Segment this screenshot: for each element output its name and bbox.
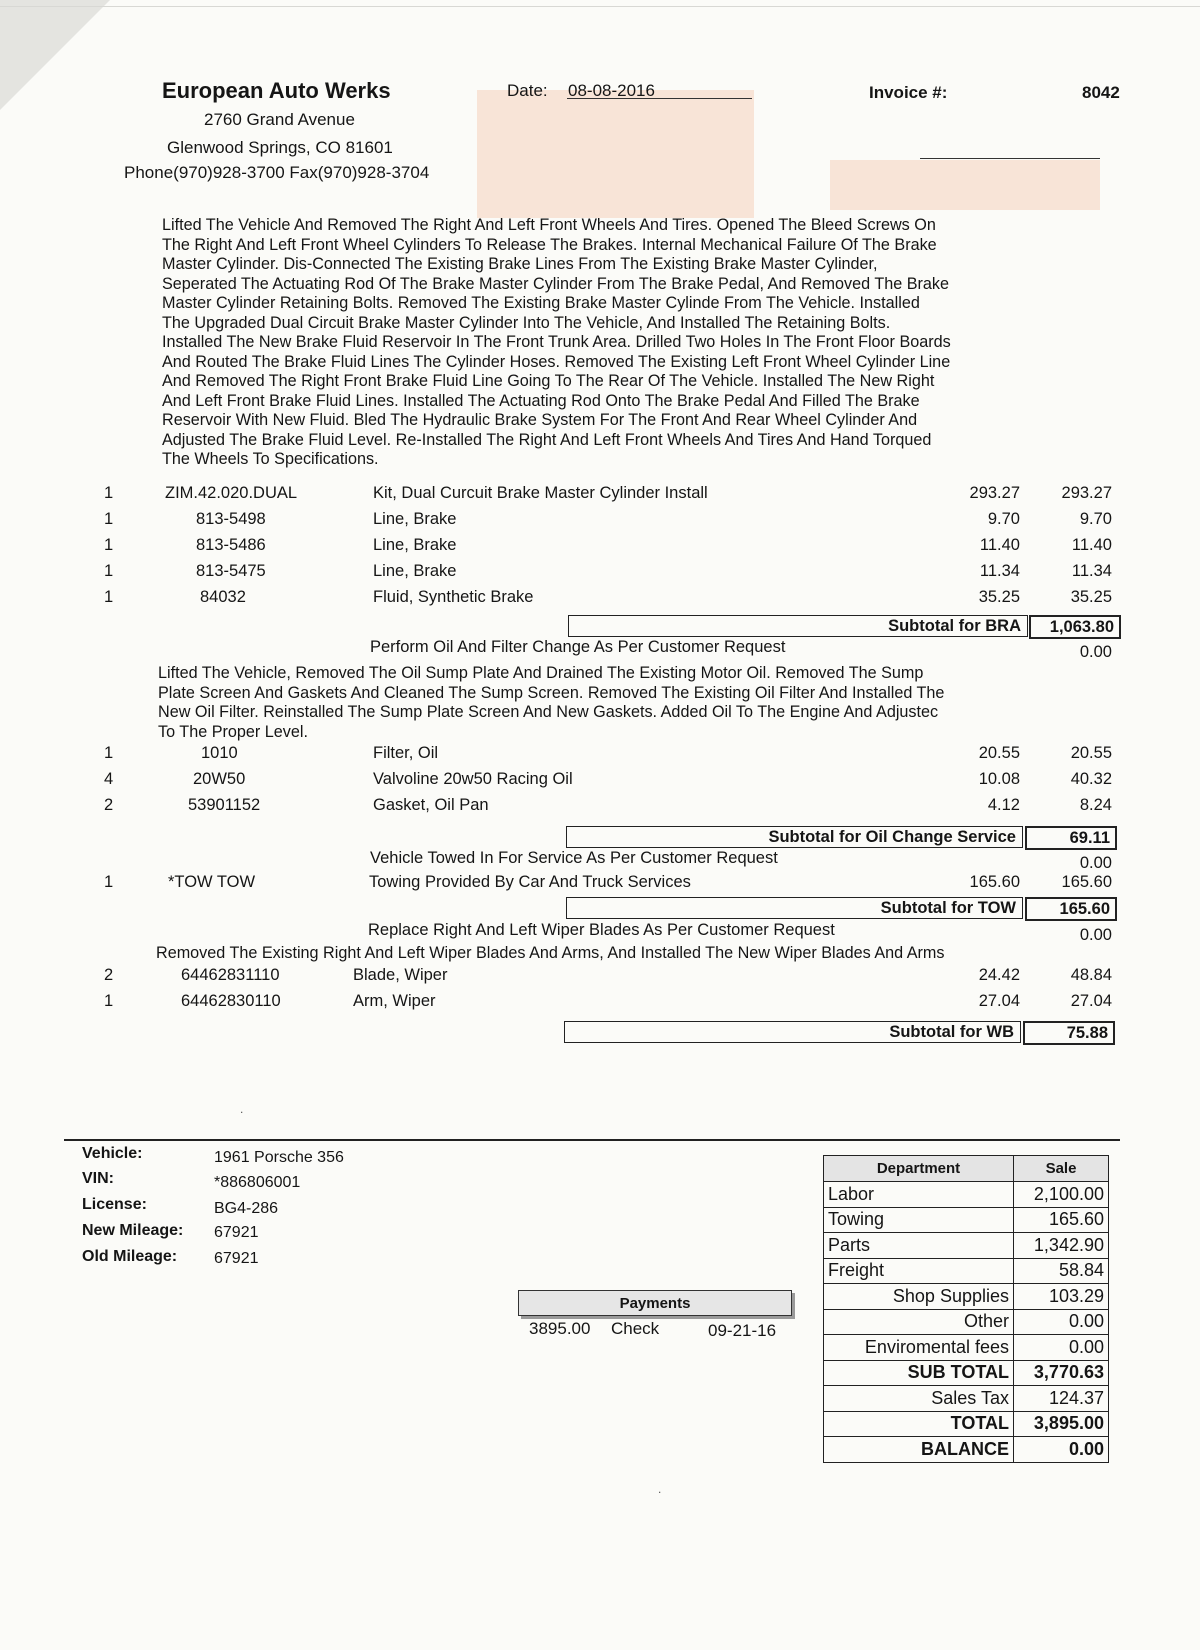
subtotal-label: Subtotal for Oil Change Service: [566, 826, 1023, 848]
item-unit-price: 11.34: [979, 562, 1020, 580]
summary-value: 1,342.90: [1014, 1233, 1109, 1259]
summary-value: 103.29: [1014, 1284, 1109, 1310]
invoice-number: 8042: [1082, 83, 1120, 102]
paper-stain: [477, 90, 754, 218]
item-unit-price: 27.04: [978, 992, 1020, 1010]
line-item: [0, 484, 1200, 509]
item-part-number: 64462830110: [181, 992, 281, 1010]
line-item: [0, 796, 1200, 821]
company-phone-fax: Phone(970)928-3700 Fax(970)928-3704: [124, 163, 430, 182]
item-description: Blade, Wiper: [353, 966, 448, 984]
item-unit-price: 10.08: [978, 770, 1020, 788]
subtotal-label: Subtotal for TOW: [566, 897, 1023, 919]
oil-service-request-amount: 0.00: [1079, 643, 1112, 661]
license-label: License:: [82, 1196, 147, 1213]
item-qty: 2: [104, 796, 114, 814]
summary-row-freight: [824, 1258, 1109, 1284]
subtotal-label: Subtotal for BRA: [568, 615, 1028, 637]
page-edge-line: [0, 6, 1200, 7]
line-item: [0, 744, 1200, 769]
item-description: Line, Brake: [373, 536, 457, 554]
item-description: Line, Brake: [373, 510, 457, 528]
item-qty: 1: [104, 744, 114, 762]
summary-row-sub-total: [824, 1360, 1109, 1386]
summary-value: 124.37: [1014, 1386, 1109, 1412]
item-part-number: 64462831110: [181, 966, 280, 984]
bra-work-description: Lifted The Vehicle And Removed The Right And Left Front Wheels And Tires. Opened The Bleed Screws On The Right And Left Front Wheel Cylinders To Release The Brakes. Internal Mechanical Failure Of The Brake Master Cylinder. Dis-Connected The Existing Brake Lines From The Existing Brake Master Cylinder, Seperated The Actuating Rod Of The Brake Master Cylinder From The Brake Pedal, And Removed The Brake Master Cylinder Retaining Bolts. Removed The Existing Brake Master Cylinde From The Vehicle. Installed The Upgraded Dual Circuit Brake Master Cylinder Into The Vehicle, And Installed The Retaining Bolts. Installed The New Brake Fluid Reservoir In The Front Trunk Area. Drilled Two Holes In The Front Floor Boards And Routed The Brake Fluid Lines The Cylinder Hoses. Removed The Existing Left Front Wheel Cylinder Line And Removed The Right Front Brake Fluid Line Going To The Rear Of The Vehicle. Installed The New Right And Left Front Brake Fluid Lines. Installed The Actuating Rod Onto The Brake Pedal And Filled The Brake Reservoir With New Fluid. Bled The Hydraulic Brake System For The Front And Rear Wheel Cylinder And Adjusted The Brake Fluid Level. Re-Installed The Right And Left Front Wheels And Tires And Hand Torqued The Wheels To Specifications.: [162, 216, 951, 468]
item-qty: 1: [104, 484, 114, 502]
invoice-label: Invoice #:: [869, 83, 948, 102]
summary-label: BALANCE: [824, 1437, 1014, 1463]
item-description: Kit, Dual Curcuit Brake Master Cylinder Install: [373, 484, 708, 502]
subtotal-label: Subtotal for WB: [564, 1021, 1021, 1043]
item-description: Valvoline 20w50 Racing Oil: [373, 770, 573, 788]
item-qty: 4: [104, 770, 114, 788]
line-item: [0, 510, 1200, 535]
summary-value: 0.00: [1014, 1335, 1109, 1361]
line-item: [0, 536, 1200, 561]
department-header: Department: [824, 1156, 1014, 1182]
item-qty: 1: [104, 588, 114, 606]
item-description: Line, Brake: [373, 562, 457, 580]
vehicle-label: Vehicle:: [82, 1145, 143, 1162]
header-rule: [920, 158, 1100, 159]
summary-header-row: [824, 1156, 1109, 1182]
summary-row-towing: [824, 1207, 1109, 1233]
summary-value: 3,770.63: [1014, 1360, 1109, 1386]
line-item: [0, 966, 1200, 991]
summary-row-other: [824, 1309, 1109, 1335]
summary-value: 0.00: [1014, 1309, 1109, 1335]
item-unit-price: 4.12: [987, 796, 1020, 814]
item-unit-price: 293.27: [969, 484, 1020, 502]
summary-row-shop-supplies: [824, 1284, 1109, 1310]
summary-label: Labor: [824, 1182, 1014, 1208]
item-description: Towing Provided By Car And Truck Services: [369, 873, 691, 891]
item-extended-price: 40.32: [1070, 770, 1112, 788]
date-value: 08-08-2016: [568, 81, 655, 100]
item-qty: 2: [104, 966, 114, 984]
payment-method: Check: [611, 1319, 660, 1338]
summary-row-total: [824, 1411, 1109, 1437]
summary-value: 2,100.00: [1014, 1182, 1109, 1208]
summary-label: Sales Tax: [824, 1386, 1014, 1412]
item-extended-price: 48.84: [1070, 966, 1112, 984]
date-label: Date:: [507, 81, 548, 100]
summary-row-environmental-fees: [824, 1335, 1109, 1361]
line-item: [0, 562, 1200, 587]
item-part-number: *TOW TOW: [168, 873, 256, 891]
tow-service-request-amount: 0.00: [1079, 854, 1112, 872]
old-mileage-value: 67921: [214, 1250, 259, 1267]
payment-amount: 3895.00: [529, 1319, 591, 1338]
summary-label: SUB TOTAL: [824, 1360, 1014, 1386]
payments-header: Payments: [518, 1290, 792, 1316]
item-extended-price: 35.25: [1070, 588, 1112, 606]
summary-row-labor: [824, 1182, 1109, 1208]
summary-label: Enviromental fees: [824, 1335, 1014, 1361]
summary-row-parts: [824, 1233, 1109, 1259]
item-extended-price: 9.70: [1079, 510, 1112, 528]
old-mileage-label: Old Mileage:: [82, 1248, 178, 1265]
item-part-number: 84032: [200, 588, 246, 606]
department-summary-table: [823, 1155, 1109, 1463]
line-item: [0, 873, 1200, 898]
item-qty: 1: [104, 992, 114, 1010]
subtotal-amount: 69.11: [1025, 826, 1117, 850]
vehicle-value: 1961 Porsche 356: [214, 1149, 344, 1166]
vin-value: *886806001: [214, 1174, 301, 1191]
summary-label: Shop Supplies: [824, 1284, 1014, 1310]
item-part-number: 20W50: [193, 770, 246, 788]
folded-corner: [0, 0, 110, 110]
new-mileage-value: 67921: [214, 1224, 259, 1241]
item-description: Gasket, Oil Pan: [373, 796, 489, 814]
wb-service-request: Replace Right And Left Wiper Blades As Per Customer Request: [368, 921, 835, 939]
company-address-line1: 2760 Grand Avenue: [204, 110, 355, 129]
item-extended-price: 11.34: [1071, 562, 1112, 580]
item-qty: 1: [104, 536, 114, 554]
subtotal-amount: 75.88: [1023, 1021, 1115, 1045]
item-qty: 1: [104, 510, 114, 528]
item-part-number: 813-5498: [196, 510, 266, 528]
oil-work-description: Lifted The Vehicle, Removed The Oil Sump Plate And Drained The Existing Motor Oil. Removed The Sump Plate Screen And Gaskets And Cleaned The Sump Screen. Removed The Existing Oil Filter And Installed The New Oil Filter. Reinstalled The Sump Plate Screen And New Gaskets. Added Oil To The Engine And Adjustec To The Proper Level.: [158, 664, 945, 741]
date-underline: [567, 98, 752, 99]
summary-value: 58.84: [1014, 1258, 1109, 1284]
license-value: BG4-286: [214, 1200, 279, 1217]
new-mileage-label: New Mileage:: [82, 1222, 184, 1239]
line-item: [0, 588, 1200, 613]
summary-value: 165.60: [1014, 1207, 1109, 1233]
item-part-number: ZIM.42.020.DUAL: [165, 484, 298, 502]
summary-label: Parts: [824, 1233, 1014, 1259]
stray-mark: .: [658, 1482, 662, 1496]
subtotal-amount: 1,063.80: [1029, 615, 1121, 639]
payment-date: 09-21-16: [708, 1321, 777, 1340]
summary-row-balance: [824, 1437, 1109, 1463]
oil-service-request: Perform Oil And Filter Change As Per Customer Request: [370, 638, 786, 656]
item-extended-price: 293.27: [1061, 484, 1112, 502]
sale-header: Sale: [1014, 1156, 1109, 1182]
item-extended-price: 165.60: [1061, 873, 1112, 891]
paper-stain: [830, 160, 1100, 210]
stray-mark: .: [240, 1102, 244, 1116]
tow-service-request: Vehicle Towed In For Service As Per Customer Request: [370, 849, 778, 867]
item-description: Fluid, Synthetic Brake: [373, 588, 534, 606]
item-unit-price: 11.40: [979, 536, 1020, 554]
item-part-number: 1010: [201, 744, 238, 762]
item-part-number: 813-5475: [196, 562, 266, 580]
item-description: Arm, Wiper: [353, 992, 436, 1010]
summary-label: TOTAL: [824, 1411, 1014, 1437]
item-extended-price: 27.04: [1070, 992, 1112, 1010]
item-unit-price: 20.55: [978, 744, 1020, 762]
summary-value: 0.00: [1014, 1437, 1109, 1463]
item-part-number: 53901152: [188, 796, 261, 814]
company-name: European Auto Werks: [162, 78, 391, 103]
company-address-line2: Glenwood Springs, CO 81601: [167, 138, 393, 157]
item-extended-price: 8.24: [1079, 796, 1112, 814]
item-unit-price: 9.70: [987, 510, 1020, 528]
wb-service-request-amount: 0.00: [1079, 926, 1112, 944]
footer-divider: [64, 1139, 1120, 1141]
item-unit-price: 35.25: [978, 588, 1020, 606]
wb-work-description: Removed The Existing Right And Left Wiper Blades And Arms, And Installed The New Wiper Blades And Arms: [156, 944, 945, 962]
item-extended-price: 11.40: [1071, 536, 1112, 554]
item-qty: 1: [104, 562, 114, 580]
item-unit-price: 165.60: [969, 873, 1020, 891]
vin-label: VIN:: [82, 1170, 114, 1187]
item-part-number: 813-5486: [196, 536, 266, 554]
summary-value: 3,895.00: [1014, 1411, 1109, 1437]
summary-label: Other: [824, 1309, 1014, 1335]
line-item: [0, 770, 1200, 795]
item-description: Filter, Oil: [373, 744, 439, 762]
summary-row-sales-tax: [824, 1386, 1109, 1412]
item-extended-price: 20.55: [1070, 744, 1112, 762]
item-qty: 1: [104, 873, 114, 891]
line-item: [0, 992, 1200, 1017]
item-unit-price: 24.42: [978, 966, 1020, 984]
subtotal-amount: 165.60: [1025, 897, 1117, 921]
summary-label: Towing: [824, 1207, 1014, 1233]
summary-label: Freight: [824, 1258, 1014, 1284]
